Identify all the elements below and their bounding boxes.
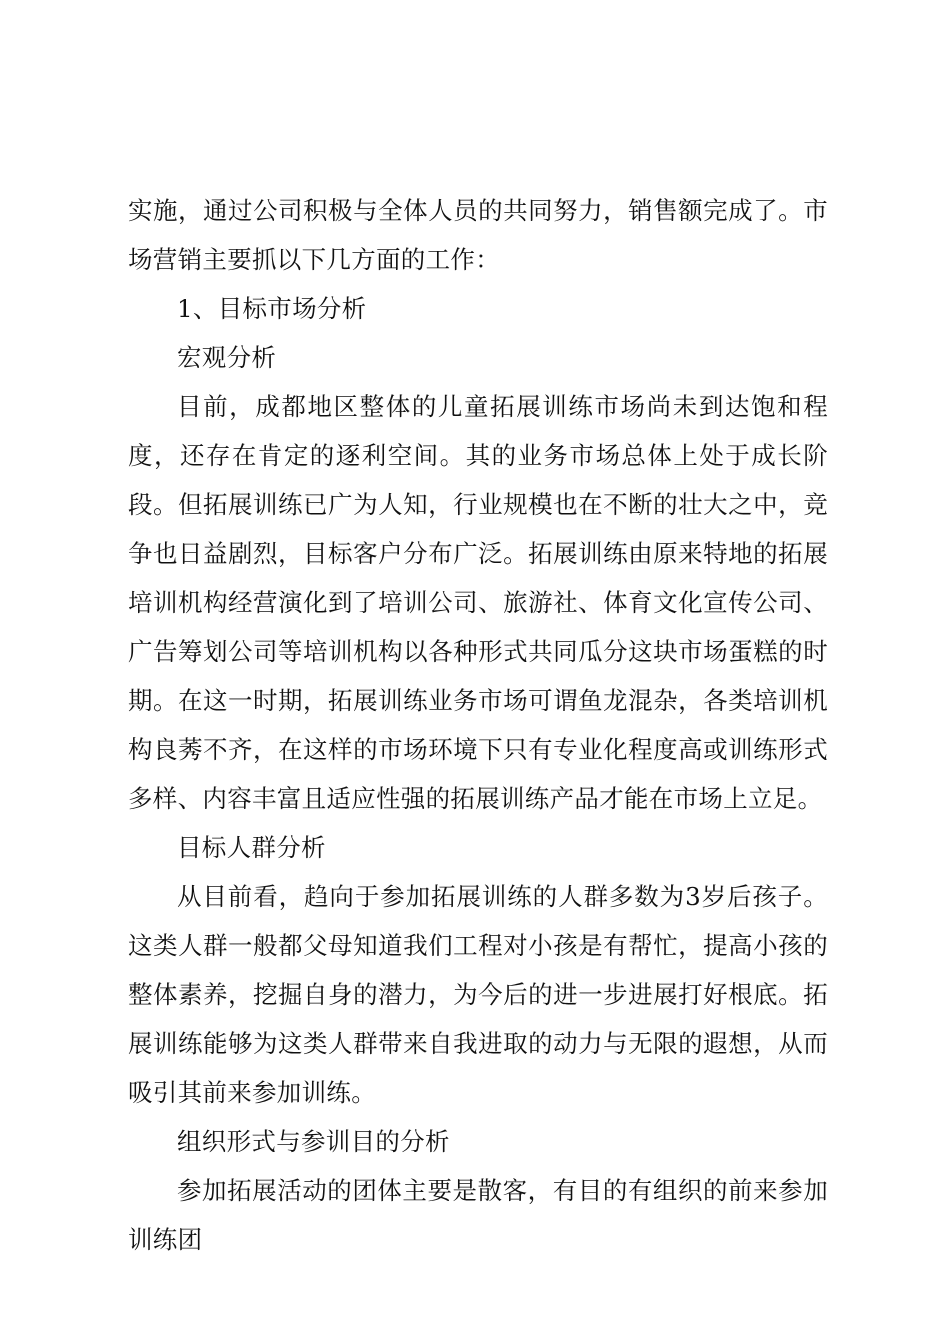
paragraph-continuation: 实施，通过公司积极与全体人员的共同努力，销售额完成了。市场营销主要抓以下几方面的工作： — [128, 196, 828, 274]
heading-macro-analysis: 宏观分析 — [177, 343, 277, 372]
heading-target-audience-analysis: 目标人群分析 — [177, 833, 326, 862]
paragraph-macro-analysis: 目前，成都地区整体的儿童拓展训练市场尚未到达饱和程度，还存在肯定的逐利空间。其的业务市场总体上处于成长阶段。但拓展训练已广为人知，行业规模也在不断的壮大之中，竞争也日益剧烈，目标客户分布广泛。拓展训练由原来特地的拓展培训机构经营演化到了培训公司、旅游社、体育文化宣传公司、广告筹划公司等培训机构以各种形式共同瓜分这块市场蛋糕的时期。在这一时期，拓展训练业务市场可谓鱼龙混杂，各类培训机构良莠不齐，在这样的市场环境下只有专业化程度高或训练形式多样、内容丰富且适应性强的拓展训练产品才能在市场上立足。 — [128, 392, 828, 813]
heading-target-market-analysis: 1、目标市场分析 — [177, 294, 367, 323]
paragraph-organization-purpose: 参加拓展活动的团体主要是散客，有目的有组织的前来参加训练团 — [128, 1176, 828, 1254]
document-body — [128, 186, 828, 1264]
heading-organization-purpose-analysis: 组织形式与参训目的分析 — [177, 1127, 450, 1156]
paragraph-target-audience: 从目前看，趋向于参加拓展训练的人群多数为3岁后孩子。这类人群一般都父母知道我们工程对小孩是有帮忙，提高小孩的整体素养，挖掘自身的潜力，为今后的进一步进展打好根底。拓展训练能够为这类人群带来自我进取的动力与无限的遐想，从而吸引其前来参加训练。 — [128, 882, 828, 1107]
